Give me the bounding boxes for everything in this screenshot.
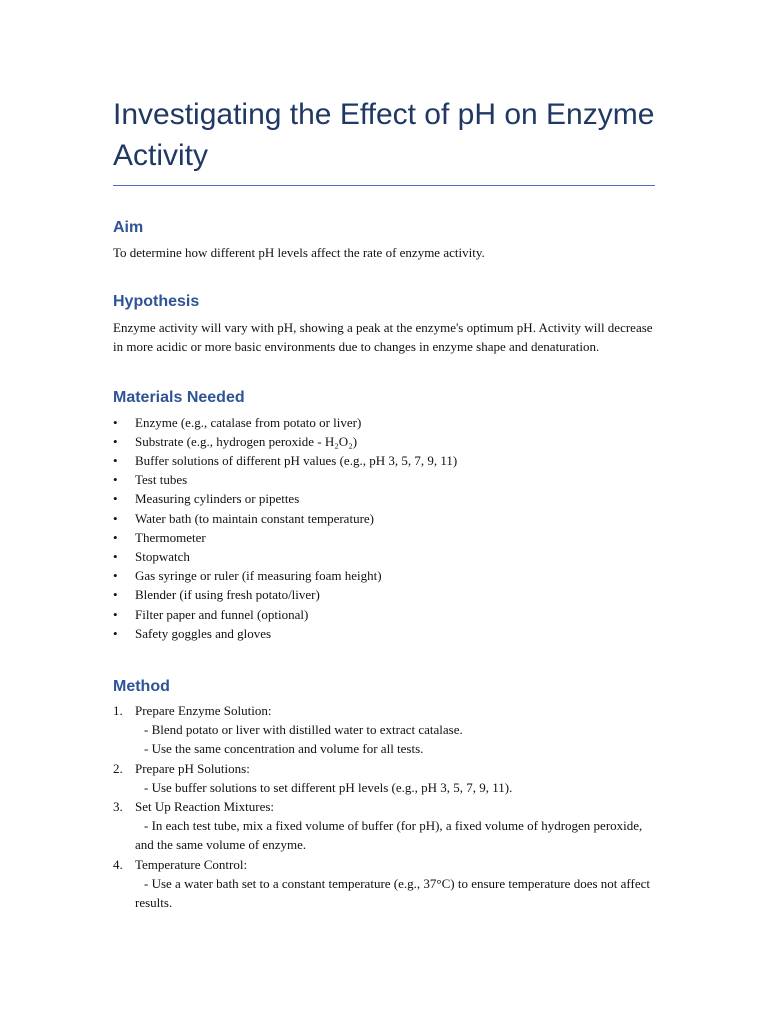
method-step <box>113 855 655 913</box>
materials-heading: Materials Needed <box>113 388 245 406</box>
materials-item <box>113 489 655 508</box>
step-number: 2. <box>113 760 123 776</box>
materials-item <box>113 585 655 604</box>
step-detail: - Use the same concentration and volume for all tests. <box>144 741 424 757</box>
materials-item <box>113 528 655 547</box>
materials-item <box>113 451 655 470</box>
bullet-icon: • <box>113 587 118 603</box>
hypothesis-text: Enzyme activity will vary with pH, showing a peak at the enzyme's optimum pH. Activity will decrease in more acidic or more basic environments due to changes in enzyme shape and denaturation. <box>113 320 653 355</box>
materials-item <box>113 509 655 528</box>
bullet-icon: • <box>113 606 118 622</box>
bullet-icon: • <box>113 453 118 469</box>
bullet-icon: • <box>113 472 118 488</box>
materials-item-text: Safety goggles and gloves <box>135 625 272 641</box>
bullet-icon: • <box>113 625 118 641</box>
materials-item-text: Blender (if using fresh potato/liver) <box>135 587 320 603</box>
aim-text: To determine how different pH levels affect the rate of enzyme activity. <box>113 245 485 260</box>
materials-item-text: Gas syringe or ruler (if measuring foam height) <box>135 568 382 584</box>
materials-item-text: Buffer solutions of different pH values (e.g., pH 3, 5, 7, 9, 11) <box>135 453 458 469</box>
step-number: 1. <box>113 703 123 719</box>
materials-item <box>113 470 655 489</box>
materials-item-text: Test tubes <box>135 472 188 488</box>
materials-item <box>113 413 655 432</box>
materials-item <box>113 432 655 451</box>
materials-item-text: Substrate (e.g., hydrogen peroxide - H₂O₂) <box>135 433 358 449</box>
aim-heading: Aim <box>113 219 144 236</box>
materials-list <box>113 413 655 643</box>
step-detail: - Blend potato or liver with distilled water to extract catalase. <box>144 722 463 738</box>
materials-item-text: Filter paper and funnel (optional) <box>135 606 309 622</box>
method-step <box>113 701 655 759</box>
method-steps <box>113 701 655 912</box>
bullet-icon: • <box>113 491 118 507</box>
bullet-icon: • <box>113 414 118 430</box>
materials-item <box>113 547 655 566</box>
step-title: Prepare pH Solutions: <box>135 760 250 776</box>
materials-item-text: Water bath (to maintain constant temperature) <box>135 510 374 526</box>
document-title: Investigating the Effect of pH on Enzyme Activity <box>113 94 655 186</box>
bullet-icon: • <box>113 529 118 545</box>
materials-item-text: Stopwatch <box>135 549 190 565</box>
step-detail: - Use buffer solutions to set different pH levels (e.g., pH 3, 5, 7, 9, 11). <box>144 779 513 795</box>
bullet-icon: • <box>113 568 118 584</box>
step-title: Set Up Reaction Mixtures: <box>135 799 275 815</box>
hypothesis-heading: Hypothesis <box>113 293 200 311</box>
step-number: 3. <box>113 799 123 815</box>
step-number: 4. <box>113 856 123 872</box>
materials-item-text: Thermometer <box>135 529 206 545</box>
materials-item <box>113 566 655 585</box>
method-step <box>113 759 655 797</box>
bullet-icon: • <box>113 510 118 526</box>
materials-item-text: Measuring cylinders or pipettes <box>135 491 300 507</box>
bullet-icon: • <box>113 549 118 565</box>
method-heading: Method <box>113 678 170 696</box>
step-detail: - In each test tube, mix a fixed volume of buffer (for pH), a fixed volume of hydrogen peroxide, and the same volume of enzyme. <box>135 818 643 853</box>
step-title: Temperature Control: <box>135 856 248 872</box>
materials-item-text: Enzyme (e.g., catalase from potato or liver) <box>135 414 362 430</box>
step-title: Prepare Enzyme Solution: <box>135 703 272 719</box>
materials-item <box>113 624 655 643</box>
document-page <box>113 94 655 912</box>
bullet-icon: • <box>113 433 118 449</box>
method-step <box>113 797 655 855</box>
step-detail: - Use a water bath set to a constant temperature (e.g., 37°C) to ensure temperature does not affect results. <box>135 875 650 911</box>
materials-item <box>113 605 655 624</box>
